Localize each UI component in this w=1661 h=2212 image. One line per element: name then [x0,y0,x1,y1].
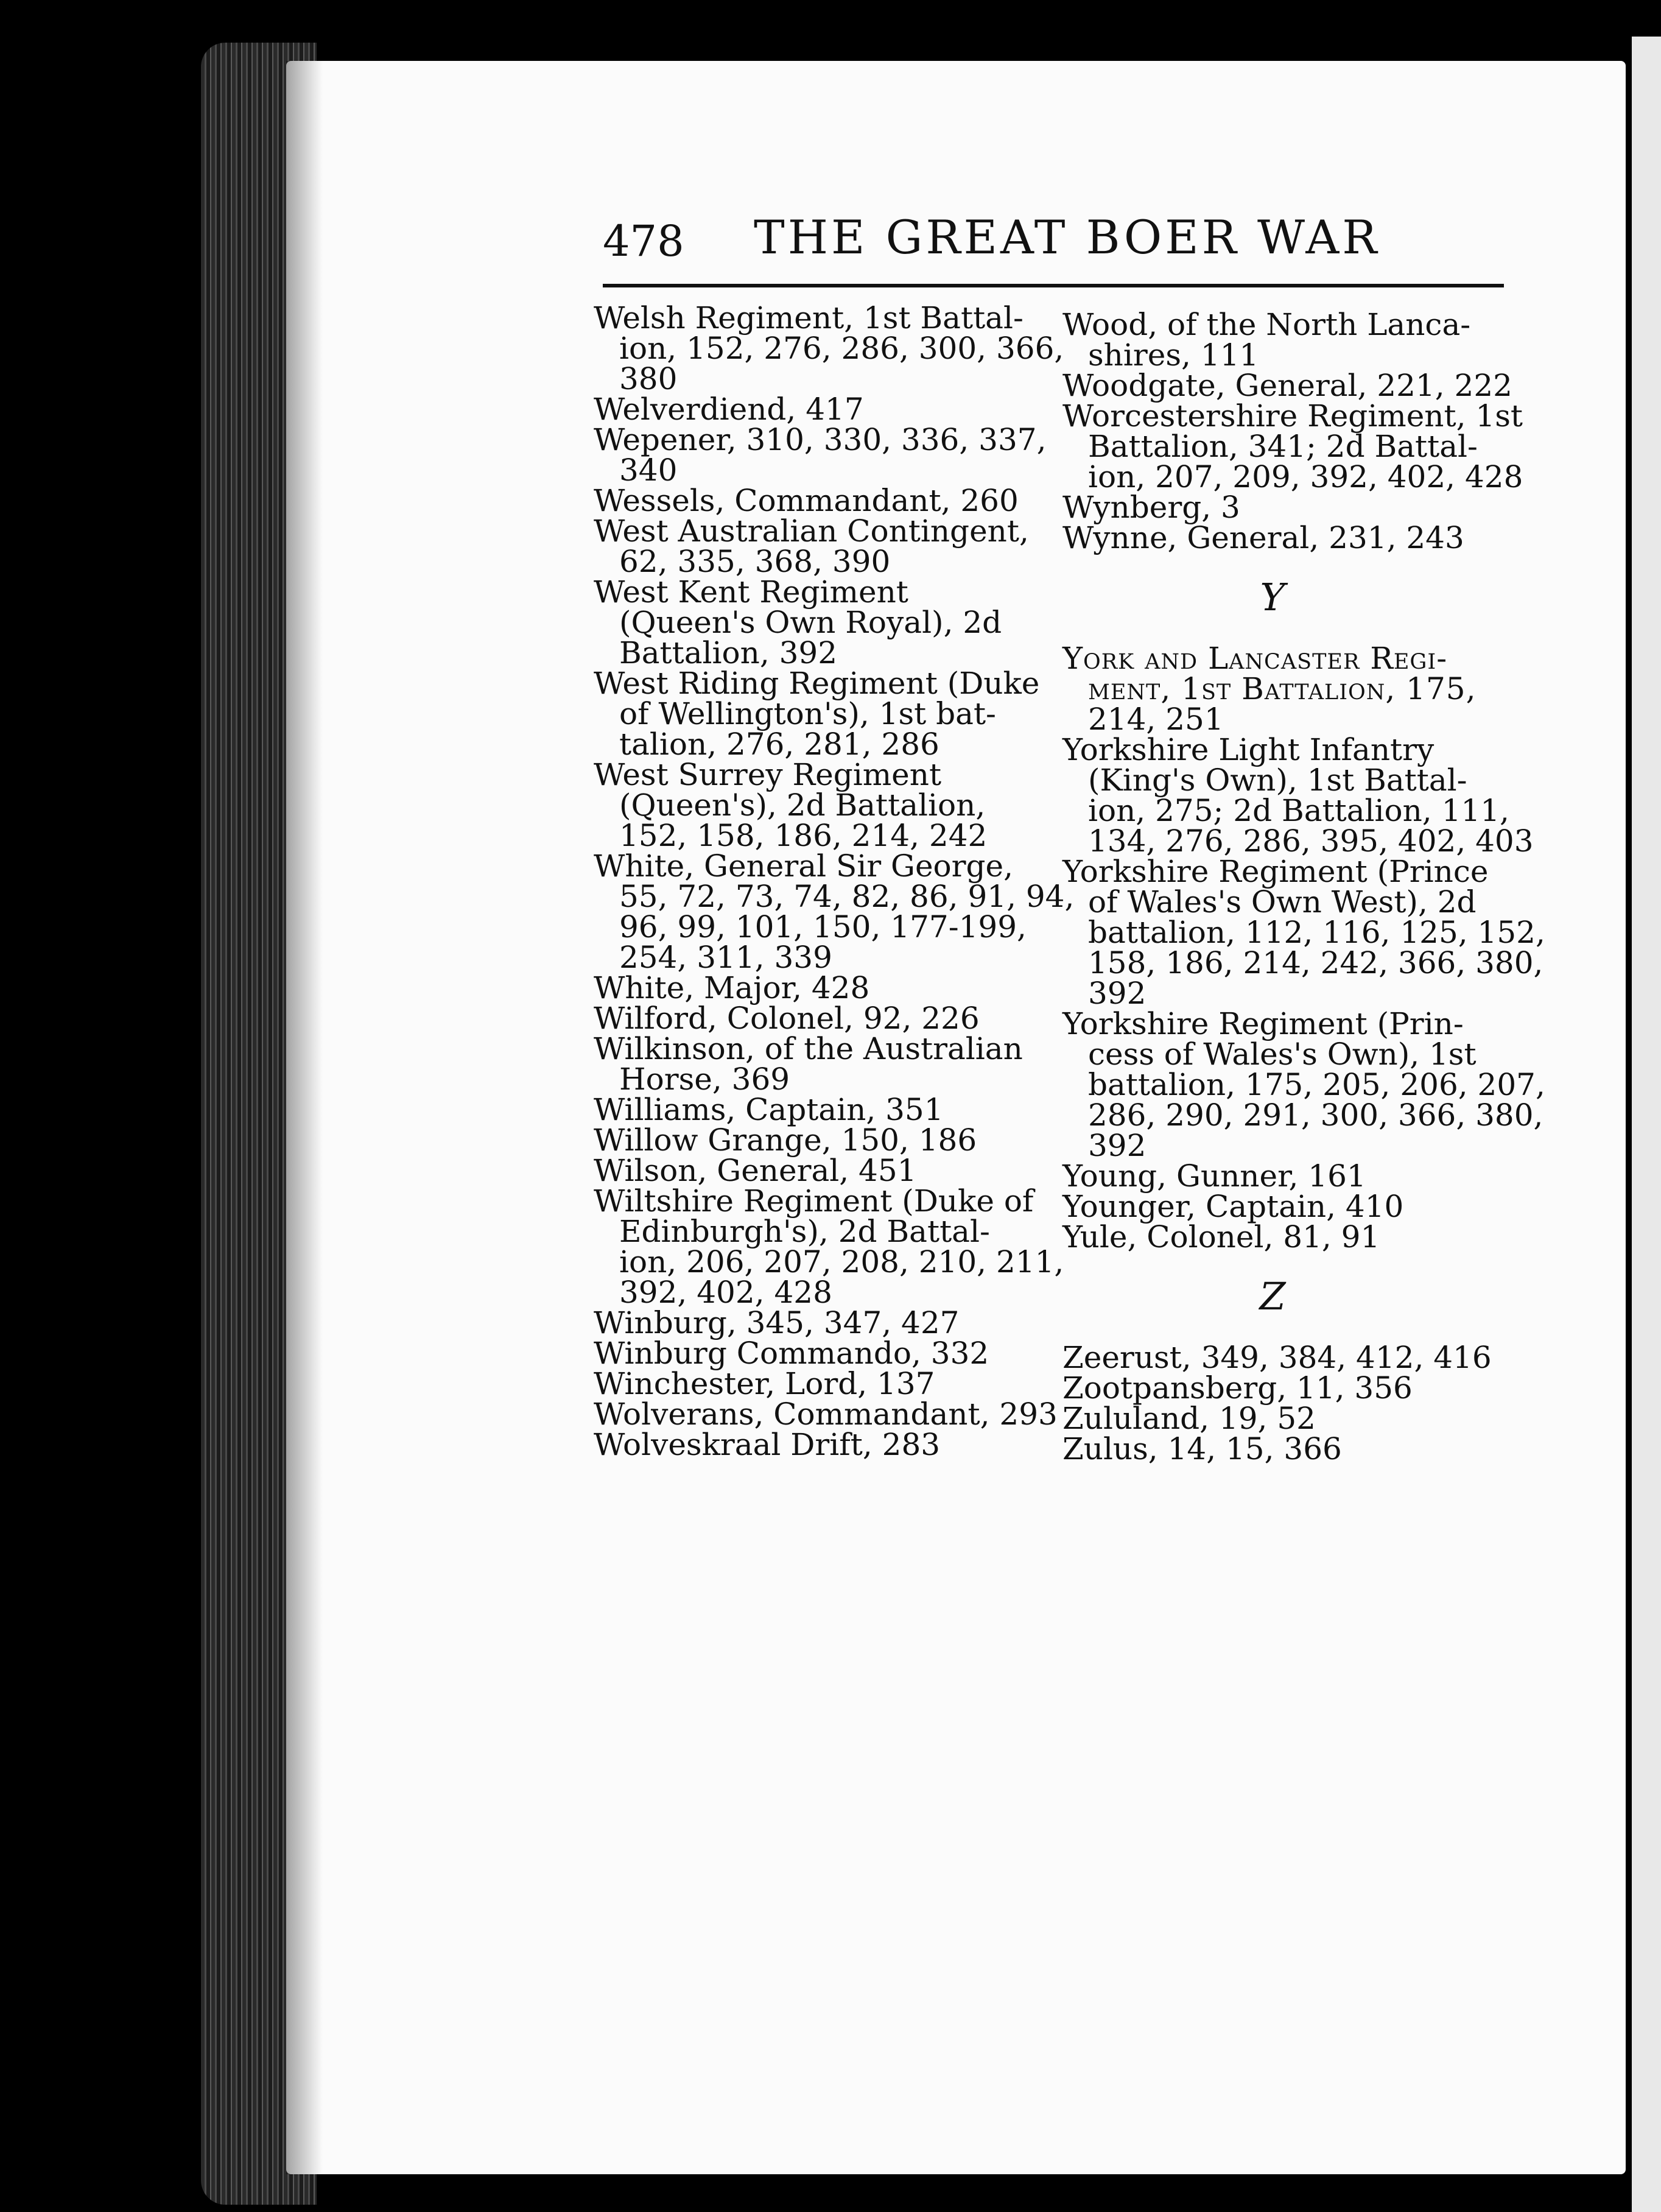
page-header [603,210,1498,277]
index-entry [594,392,1074,427]
index-column-right [1062,307,1545,1467]
index-entry-line: Winburg, 345, 347, 427 [594,1305,960,1340]
index-entry [594,1397,1074,1432]
index-entry [1062,1219,1545,1255]
index-entry-line: Yorkshire Regiment (Prince [1062,854,1489,889]
index-entry-line: (Queen's), 2d Battalion, [619,787,986,823]
index-entry [1062,1158,1545,1194]
index-column-left [594,300,1075,1462]
index-entry-line: 152, 158, 186, 214, 242 [619,818,988,853]
index-entry-line: Wilkinson, of the Australian [594,1031,1023,1066]
index-entry-line: Williams, Captain, 351 [594,1092,944,1127]
index-entry-line: Winchester, Lord, 137 [594,1366,935,1401]
index-entry [1062,307,1545,373]
index-entry-line: ment, 1st Battalion, 175, [1088,671,1477,706]
gutter-shadow [286,61,323,2174]
index-entry [1062,1431,1545,1467]
page-number: 478 [603,216,684,266]
index-entry-line: (Queen's Own Royal), 2d [619,605,1002,640]
index-entry-line: battalion, 175, 205, 206, 207, [1088,1067,1545,1102]
index-entry-line: Yorkshire Light Infantry [1062,732,1434,767]
index-group-w [1062,309,1545,553]
index-entry-line: Horse, 369 [619,1062,790,1097]
facing-page-edge [1632,37,1661,2212]
index-entry-line: 340 [619,453,678,488]
index-entry-line: 96, 99, 101, 150, 177-199, [619,909,1027,945]
index-entry-line: York and Lancaster Regi- [1062,641,1448,676]
index-entry-line: Wilford, Colonel, 92, 226 [594,1001,980,1036]
index-entry-line: White, Major, 428 [594,970,870,1006]
index-entry-line: Welsh Regiment, 1st Battal- [594,300,1024,336]
index-entry-line: Battalion, 392 [619,635,838,671]
running-title: THE GREAT BOER WAR [754,210,1380,264]
index-entry [1062,1006,1545,1163]
index-entry-line: Young, Gunner, 161 [1062,1158,1366,1194]
index-entry [1062,492,1545,523]
index-entry [1062,1370,1545,1406]
index-entry-line: Worcestershire Regiment, 1st [1062,398,1523,434]
index-entry-line: Zululand, 19, 52 [1062,1401,1316,1436]
index-entry-line: 392 [1088,976,1147,1011]
index-entry-line: Wiltshire Regiment (Duke of [594,1183,1034,1219]
index-entry-line: 214, 251 [1088,702,1224,737]
index-entry [1062,856,1545,1009]
index-entry-line: Wepener, 310, 330, 336, 337, [594,422,1047,457]
section-letter-y: Y [1260,575,1285,619]
index-entry-line: Wynberg, 3 [1062,490,1240,525]
index-entry [594,1031,1074,1097]
index-entry-line: Wilson, General, 451 [594,1153,917,1188]
header-rule [603,284,1504,287]
index-entry-line: Wolveskraal Drift, 283 [594,1427,941,1462]
index-entry [594,513,1074,579]
index-entry-line: 134, 276, 286, 395, 402, 403 [1088,823,1534,859]
index-entry-line: ion, 206, 207, 208, 210, 211, [619,1244,1064,1280]
index-entry-line: White, General Sir George, [594,848,1014,884]
index-entry-line: ion, 275; 2d Battalion, 111, [1088,793,1509,828]
index-entry-line: Wolverans, Commandant, 293 [594,1397,1058,1432]
index-entry [1062,1403,1545,1434]
index-entry-line: Zootpansberg, 11, 356 [1062,1370,1413,1406]
index-entry [594,1368,1074,1399]
index-entry [594,759,1074,851]
index-entry-line: of Wales's Own West), 2d [1088,884,1477,920]
index-group-y [1062,641,1545,1255]
index-entry-line: Battalion, 341; 2d Battal- [1088,429,1478,464]
index-entry-line: 158, 186, 214, 242, 366, 380, [1088,945,1543,981]
index-entry-line: 62, 335, 368, 390 [619,544,891,579]
index-entry [1062,520,1545,555]
index-entry [594,1305,1074,1340]
index-entry-line: battalion, 112, 116, 125, 152, [1088,915,1545,950]
index-entry [594,1094,1074,1125]
index-entry-line: Yule, Colonel, 81, 91 [1062,1219,1380,1255]
index-entry [1062,370,1545,401]
index-entry [594,970,1074,1006]
index-entry [594,666,1074,762]
index-entry [594,1155,1074,1186]
index-entry [594,1336,1074,1371]
index-entry-line: Zulus, 14, 15, 366 [1062,1431,1342,1467]
index-entry [594,485,1074,516]
index-entry-line: shires, 111 [1088,337,1259,373]
index-entry-line: 286, 290, 291, 300, 366, 380, [1088,1097,1543,1133]
index-entry [1062,1342,1545,1373]
index-entry [594,1003,1074,1034]
index-entry-line: Wynne, General, 231, 243 [1062,520,1464,555]
index-entry [594,574,1074,671]
index-entry-line: Welverdiend, 417 [594,392,864,427]
index-entry-line: West Surrey Regiment [594,757,942,792]
index-entry [594,1122,1074,1158]
index-entry [594,1183,1074,1310]
index-entry-line: 392 [1088,1128,1147,1163]
index-entry [594,1429,1074,1460]
index-entry-line: Willow Grange, 150, 186 [594,1122,977,1158]
index-entry-line: ion, 207, 209, 392, 402, 428 [1088,459,1523,495]
index-entry-line: Yorkshire Regiment (Prin- [1062,1006,1464,1041]
index-entry [594,422,1074,488]
index-entry-line: of Wellington's), 1st bat- [619,696,996,731]
index-entry-line: Wessels, Commandant, 260 [594,483,1019,518]
index-entry-line: Woodgate, General, 221, 222 [1062,368,1512,403]
section-letter-z: Z [1259,1274,1286,1319]
index-entry-line: 380 [619,361,678,396]
index-entry-line: 392, 402, 428 [619,1275,832,1310]
index-group-z [1062,1340,1545,1467]
index-entry [1062,1191,1545,1222]
index-entry-line: Edinburgh's), 2d Battal- [619,1214,990,1249]
index-entry-line: 254, 311, 339 [619,940,832,975]
index-entry-line: Zeerust, 349, 384, 412, 416 [1062,1340,1492,1375]
index-entry [594,848,1075,975]
index-entry [1062,398,1545,495]
index-entry-line: talion, 276, 281, 286 [619,727,939,762]
index-entry [594,300,1074,396]
index-entry [1062,732,1545,859]
index-entry-line: West Kent Regiment [594,574,908,610]
index-entry-line: ion, 152, 276, 286, 300, 366, [619,331,1064,366]
index-entry-line: Younger, Captain, 410 [1062,1189,1404,1224]
index-entry-line: Winburg Commando, 332 [594,1336,989,1371]
index-entry-line: Wood, of the North Lanca- [1062,307,1471,342]
index-entry-line: West Australian Contingent, [594,513,1029,549]
index-entry-line: West Riding Regiment (Duke [594,666,1040,701]
index-entry-line: (King's Own), 1st Battal- [1088,763,1467,798]
index-entry-line: cess of Wales's Own), 1st [1088,1037,1477,1072]
index-entry-line: 55, 72, 73, 74, 82, 86, 91, 94, [619,879,1075,914]
index-entry [1062,641,1545,737]
